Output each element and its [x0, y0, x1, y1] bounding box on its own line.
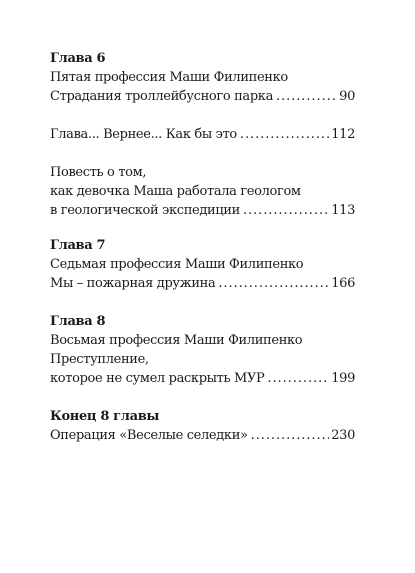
toc-line-text: как девочка Маша работала геологом: [50, 184, 301, 199]
toc-line: [50, 331, 355, 350]
toc-section-end-chapter-8: [50, 407, 355, 445]
toc-entry-page-number: 90: [339, 89, 355, 104]
toc-line: [50, 255, 355, 274]
dot-leader: [267, 369, 329, 388]
dot-leader: [218, 274, 329, 293]
chapter-heading: Глава 8: [50, 314, 106, 329]
toc-line-text: Пятая профессия Маши Филипенко: [50, 70, 288, 85]
toc-line: [50, 163, 355, 182]
toc-section-interlude: [50, 125, 355, 144]
toc-entry-page-number: 166: [331, 276, 355, 291]
toc-entry-page-number: 230: [331, 428, 355, 443]
toc-entry-title: Глава... Вернее... Как бы это: [50, 127, 237, 142]
dot-leader: [243, 201, 329, 220]
toc-entry[interactable]: [50, 426, 355, 445]
toc-entry-title: Страдания троллейбусного парка: [50, 89, 273, 104]
toc-line: [50, 68, 355, 87]
dot-leader: [240, 125, 329, 144]
toc-entry[interactable]: [50, 369, 355, 388]
toc-entry[interactable]: [50, 274, 355, 293]
table-of-contents: [50, 49, 355, 464]
toc-entry-title: Мы – пожарная дружина: [50, 276, 216, 291]
toc-entry-page-number: 113: [331, 203, 355, 218]
toc-entry[interactable]: [50, 201, 355, 220]
toc-entry-title: Операция «Веселые селедки»: [50, 428, 248, 443]
chapter-heading: Конец 8 главы: [50, 409, 160, 424]
toc-entry[interactable]: [50, 125, 355, 144]
toc-section-novella: [50, 163, 355, 220]
toc-line-text: Восьмая профессия Маши Филипенко: [50, 333, 303, 348]
dot-leader: [276, 87, 337, 106]
toc-entry[interactable]: [50, 87, 355, 106]
toc-section-chapter-8: [50, 312, 355, 388]
chapter-heading: Глава 6: [50, 51, 106, 66]
toc-section-chapter-6: [50, 49, 355, 106]
toc-line-text: Преступление,: [50, 352, 149, 367]
chapter-heading: Глава 7: [50, 238, 106, 253]
toc-section-chapter-7: [50, 236, 355, 293]
toc-entry-title: которое не сумел раскрыть МУР: [50, 371, 265, 386]
toc-line: [50, 350, 355, 369]
toc-line-text: Повесть о том,: [50, 165, 147, 180]
dot-leader: [251, 426, 330, 445]
toc-entry-page-number: 112: [331, 127, 355, 142]
toc-entry-page-number: 199: [331, 371, 355, 386]
toc-line: [50, 182, 355, 201]
toc-line-text: Седьмая профессия Маши Филипенко: [50, 257, 304, 272]
toc-entry-title: в геологической экспедиции: [50, 203, 240, 218]
